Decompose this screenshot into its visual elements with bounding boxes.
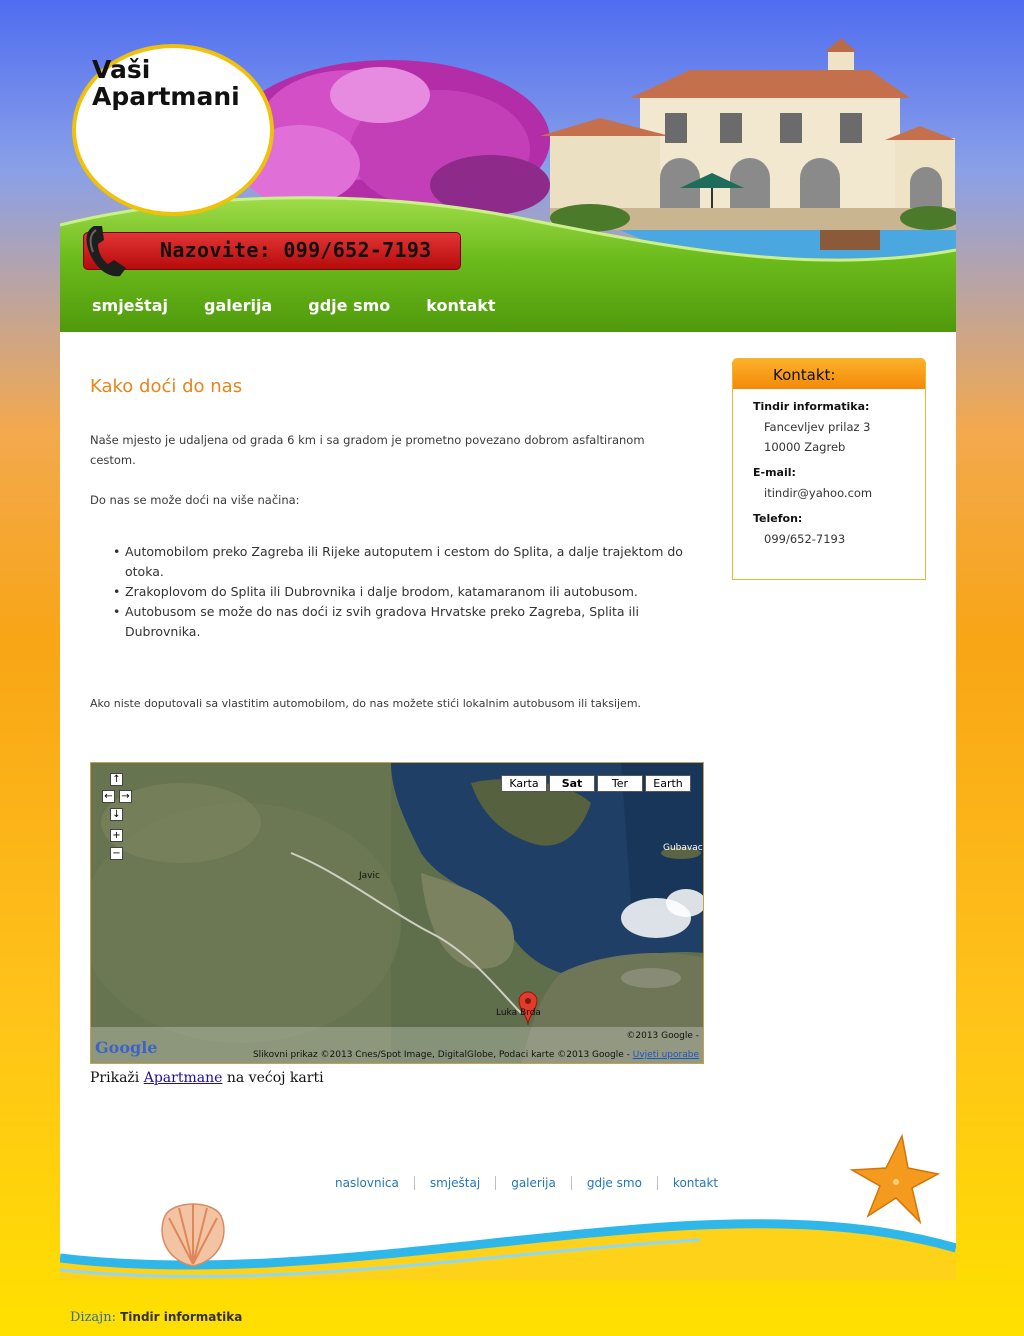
phone-icon [80, 222, 140, 280]
map-zoom-in-button[interactable]: + [110, 829, 123, 842]
larger-map-suffix: na većoj karti [226, 1070, 324, 1086]
larger-map-prefix: Prikaži [90, 1070, 140, 1086]
contact-address-line2: 10000 Zagreb [764, 440, 846, 454]
phone-number-text: Nazovite: 099/652-7193 [160, 238, 432, 262]
footer-link-gdje-smo[interactable]: gdje smo [571, 1176, 657, 1190]
nav-smjestaj[interactable]: smještaj [92, 296, 168, 315]
footer-link-naslovnica[interactable]: naslovnica [335, 1176, 399, 1190]
larger-map-link[interactable]: Apartmane [143, 1070, 223, 1086]
contact-company-label: Tindir informatika: [753, 400, 870, 413]
map-type-earth[interactable]: Earth [645, 775, 691, 792]
map-attribution [253, 1050, 699, 1060]
footer-link-smjestaj[interactable]: smještaj [414, 1176, 495, 1190]
map-zoom-out-button[interactable]: − [110, 847, 123, 860]
contact-title: Kontakt: [773, 366, 836, 384]
map-type-karta[interactable]: Karta [501, 775, 547, 792]
bullet-icon: • [113, 544, 121, 559]
map-type-switcher [501, 775, 691, 792]
logo-line-2: Apartmani [92, 82, 240, 111]
list-item-text: Zrakoplovom do Splita ili Dubrovnika i dalje brodom, katamaranom ili autobusom. [125, 584, 638, 599]
site-logo[interactable] [92, 56, 240, 110]
ways-intro-paragraph: Do nas se može doći na više načina: [90, 493, 300, 507]
map-label-gubavac: Gubavac [663, 843, 703, 853]
google-logo[interactable]: Google [95, 1038, 158, 1057]
header [60, 0, 956, 332]
map-pan-up-button[interactable]: ↑ [110, 773, 123, 786]
nav-kontakt[interactable]: kontakt [426, 296, 496, 315]
nav-gdje-smo[interactable]: gdje smo [308, 296, 391, 315]
list-item [113, 582, 685, 602]
nav-galerija[interactable]: galerija [203, 296, 273, 315]
contact-phone: 099/652-7193 [764, 532, 846, 546]
list-item-text: Automobilom preko Zagreba ili Rijeke autoputem i cestom do Splita, a dalje trajektom do otoka. [125, 544, 683, 579]
footer-nav [320, 1176, 733, 1190]
embedded-map[interactable] [90, 762, 704, 1064]
contact-box-header [733, 359, 925, 389]
satellite-imagery[interactable] [91, 763, 704, 1064]
contact-address-line1: Fancevljev prilaz 3 [764, 420, 871, 434]
contact-box [732, 358, 926, 580]
page-title: Kako doći do nas [90, 376, 243, 397]
starfish-icon [850, 1134, 940, 1226]
contact-email[interactable]: itindir@yahoo.com [764, 486, 873, 500]
list-item [113, 542, 685, 582]
list-item [113, 602, 685, 642]
local-transport-paragraph: Ako niste doputovali sa vlastitim automobilom, do nas možete stići lokalnim autobusom ili taksijem. [90, 697, 642, 710]
logo-line-1: Vaši [92, 55, 151, 84]
footer-link-kontakt[interactable]: kontakt [657, 1176, 733, 1190]
list-item-text: Autobusom se može do nas doći iz svih gradova Hrvatske preko Zagreba, Splita ili Dubrovnika. [125, 604, 639, 639]
map-pan-right-button[interactable]: → [119, 790, 132, 803]
travel-ways-list [113, 542, 685, 642]
map-pan-down-button[interactable]: ↓ [110, 808, 123, 821]
map-label-luka: Luka Brda [496, 1008, 541, 1018]
map-copyright: ©2013 Google - [626, 1031, 699, 1041]
content-area [60, 332, 956, 1270]
intro-paragraph: Naše mjesto je udaljena od grada 6 km i sa gradom je prometno povezano dobrom asfaltiranom cestom. [90, 433, 645, 467]
map-pan-left-button[interactable]: ← [102, 790, 115, 803]
map-terms-link[interactable]: Uvjeti uporabe [632, 1050, 699, 1060]
bullet-icon: • [113, 584, 121, 599]
design-credit [70, 1310, 242, 1325]
seashell-icon [155, 1194, 231, 1268]
footer-link-galerija[interactable]: galerija [495, 1176, 571, 1190]
main-nav [92, 296, 496, 315]
credit-name: Tindir informatika [120, 1310, 243, 1324]
page-wrapper [60, 0, 956, 1336]
contact-phone-label: Telefon: [753, 512, 803, 525]
larger-map-line [90, 1070, 324, 1086]
contact-email-label: E-mail: [753, 466, 796, 479]
map-type-ter[interactable]: Ter [597, 775, 643, 792]
map-label-javic: Javic [359, 871, 380, 881]
map-type-sat[interactable]: Sat [549, 775, 595, 792]
credit-label: Dizajn: [70, 1310, 116, 1325]
bullet-icon: • [113, 604, 121, 619]
map-attribution-text: Slikovni prikaz ©2013 Cnes/Spot Image, DigitalGlobe, Podaci karte ©2013 Google - [252, 1050, 630, 1060]
